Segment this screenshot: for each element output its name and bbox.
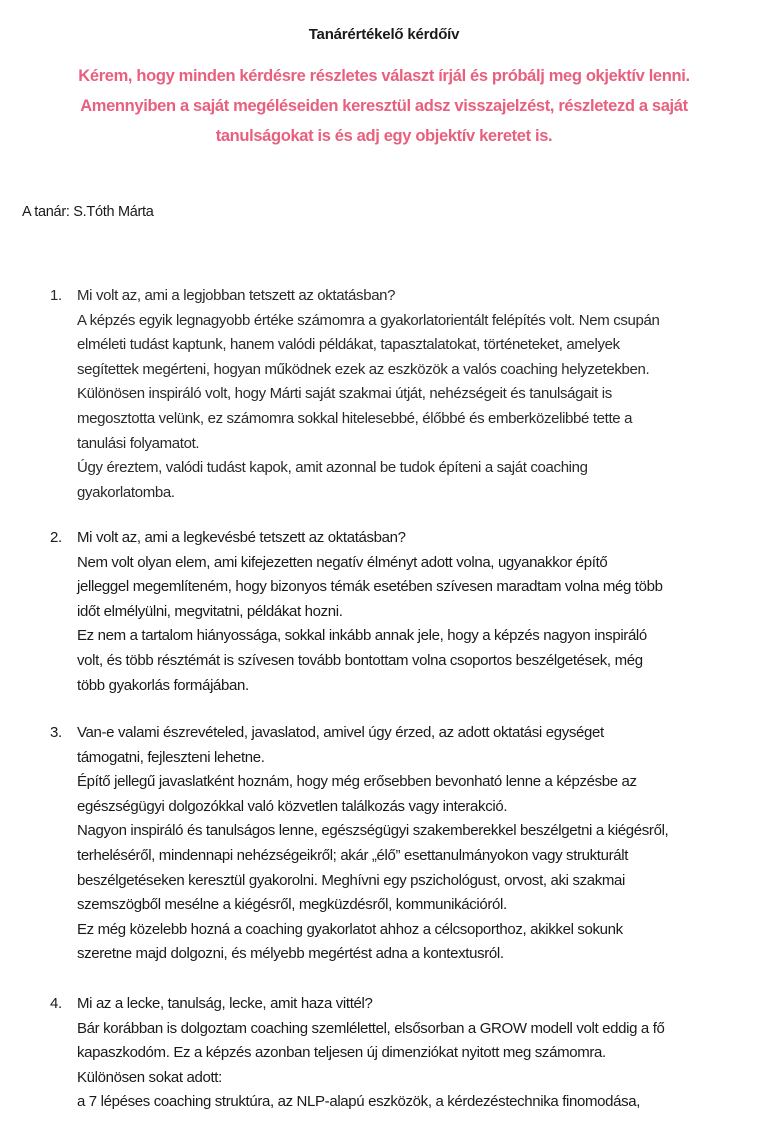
question-2 <box>50 526 750 698</box>
question-body <box>77 526 750 698</box>
answer-line: gyakorlatomba. <box>77 483 175 501</box>
question-text: Van-e valami észrevételed, javaslatod, amivel úgy érzed, az adott oktatási egységet <box>77 724 604 741</box>
answer-line: szemszögből mesélne a kiégésről, megküzdésről, kommunikációról. <box>77 896 507 914</box>
answer-line: volt, és több résztémát is szívesen tovább bontottam volna csoportos beszélgetések, még <box>77 651 643 669</box>
question-text: Mi volt az, ami a legjobban tetszett az oktatásban? <box>77 287 396 304</box>
instruction-line: tanulságokat is és adj egy objektív keretet is. <box>215 127 553 145</box>
document-title: Tanárértékelő kérdőív <box>308 26 460 43</box>
answer-line: jelleggel megemlíteném, hogy bizonyos témák esetében szívesen maradtam volna még több <box>77 578 663 596</box>
answer-line: a 7 lépéses coaching struktúra, az NLP-alapú eszközök, a kérdezéstechnika finomodása, <box>77 1093 641 1111</box>
question-4 <box>50 992 750 1115</box>
answer-line: Nagyon inspiráló és tanulságos lenne, egészségügyi szakemberekkel beszélgetni a kiégésről, <box>77 822 669 840</box>
answer-line: időt elmélyülni, megvitatni, példákat hozni. <box>77 602 343 620</box>
question-body <box>77 721 750 967</box>
question-body <box>77 992 750 1115</box>
answer-line: egészségügyi dolgozókkal való közvetlen találkozás vagy interakció. <box>77 797 508 815</box>
answer-line: Építő jellegű javaslatként hoznám, hogy még erősebben bevonható lenne a képzésbe az <box>77 773 637 791</box>
answer-line: Különösen inspiráló volt, hogy Márti saját szakmai útját, nehézségeit és tanulságait is <box>77 385 612 403</box>
question-3 <box>50 721 750 967</box>
question-1 <box>50 284 750 505</box>
answer-line: terheléséről, mindennapi nehézségeikről; akár „élő” esettanulmányokon vagy strukturált <box>77 846 629 864</box>
answer-line: beszélgetéseken keresztül gyakorolni. Meghívni egy pszichológust, orvost, aki szakmai <box>77 871 626 889</box>
question-number: 3. <box>50 724 62 741</box>
question-number: 4. <box>50 995 62 1012</box>
answer-line: több gyakorlás formájában. <box>77 676 249 694</box>
answer-line: Ez még közelebb hozná a coaching gyakorlatot ahhoz a célcsoporthoz, akikkel sokunk <box>77 920 623 938</box>
answer-line: szeretne majd dolgozni, és mélyebb megértést adna a kontextusról. <box>77 945 504 963</box>
question-body <box>77 284 750 505</box>
instruction-line: Kérem, hogy minden kérdésre részletes választ írjál és próbálj meg okjektív lenni. <box>78 67 690 85</box>
question-number: 1. <box>50 287 62 304</box>
answer-line: kapaszkodóm. Ez a képzés azonban teljesen új dimenziókat nyitott meg számomra. <box>77 1044 606 1062</box>
answer-line: elméleti tudást kaptunk, hanem valódi példákat, tapasztalatokat, történeteket, amelyek <box>77 336 620 354</box>
question-text: támogatni, fejleszteni lehetne. <box>77 748 265 766</box>
answer-line: A képzés egyik legnagyobb értéke számomra a gyakorlatorientált felépítés volt. Nem csupán <box>77 311 660 329</box>
answer-line: megosztotta velünk, ez számomra sokkal hitelesebbé, élőbbé és emberközelibbé tette a <box>77 409 633 427</box>
answer-line: Úgy éreztem, valódi tudást kapok, amit azonnal be tudok építeni a saját coaching <box>77 459 588 477</box>
answer-line: Ez nem a tartalom hiányossága, sokkal inkább annak jele, hogy a képzés nagyon inspiráló <box>77 627 647 645</box>
answer-line: tanulási folyamatot. <box>77 434 200 452</box>
answer-line: segítettek megérteni, hogyan működnek ezek az eszközök a valós coaching helyzetekben. <box>77 360 650 378</box>
answer-line: Nem volt olyan elem, ami kifejezetten negatív élményt adott volna, ugyanakkor építő <box>77 553 608 571</box>
instructions-block <box>40 61 728 151</box>
instruction-line: Amennyiben a saját megéléseiden keresztül adsz visszajelzést, részletezd a saját <box>80 97 688 115</box>
answer-line: Bár korábban is dolgoztam coaching szemlélettel, elsősorban a GROW modell volt eddig a fő <box>77 1019 665 1037</box>
question-number: 2. <box>50 529 62 546</box>
question-text: Mi az a lecke, tanulság, lecke, amit haza vittél? <box>77 995 373 1012</box>
question-text: Mi volt az, ami a legkevésbé tetszett az oktatásban? <box>77 529 406 546</box>
teacher-name: A tanár: S.Tóth Márta <box>22 204 154 220</box>
answer-line: Különösen sokat adott: <box>77 1068 222 1086</box>
